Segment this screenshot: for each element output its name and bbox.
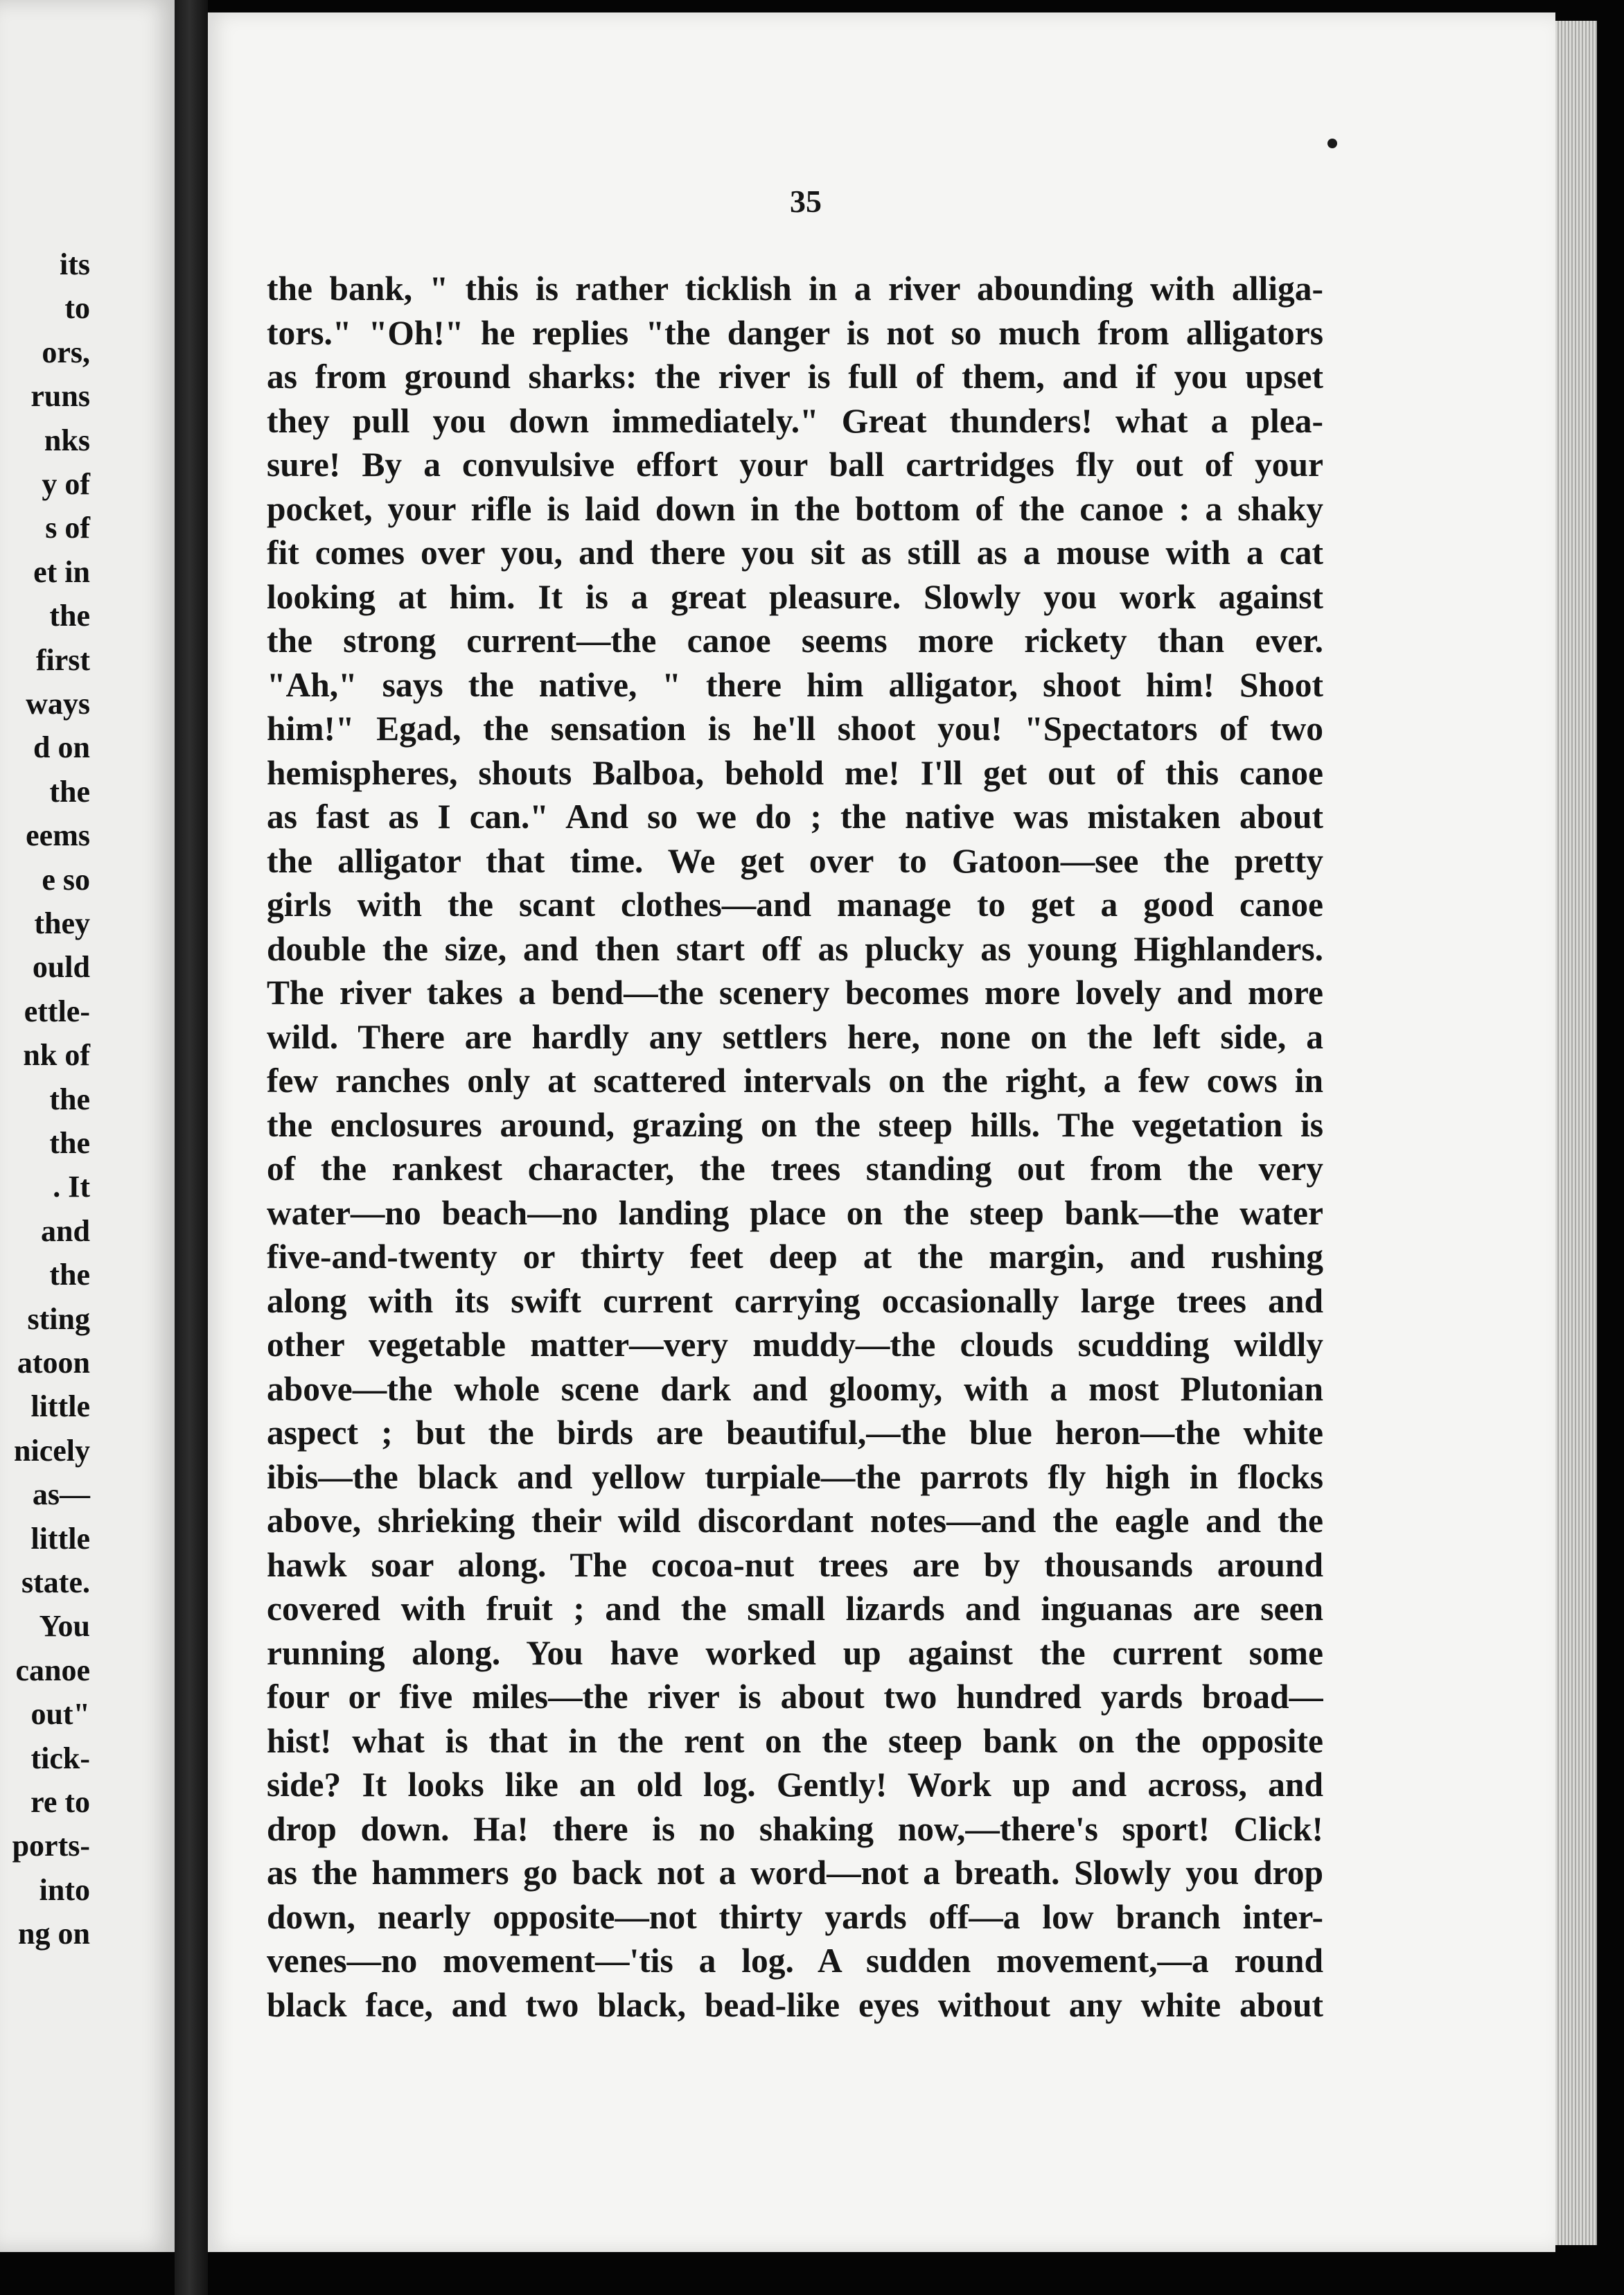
left-page-fragment: et in xyxy=(33,554,90,589)
text-line: double the size, and then start off as plucky as young Highlanders. xyxy=(267,929,1323,968)
left-page-fragment: You xyxy=(39,1609,90,1644)
left-page-fragment: re to xyxy=(30,1785,90,1819)
left-page-fragment: sting xyxy=(27,1301,90,1336)
text-line: running along. You have worked up against the current some xyxy=(267,1633,1323,1672)
left-page-fragment: they xyxy=(34,906,90,940)
left-page-fragment: ways xyxy=(26,687,90,721)
text-line: four or five miles—the river is about two hundred yards broad— xyxy=(267,1678,1323,1716)
left-page-fragment: as— xyxy=(32,1477,90,1512)
left-page-fragment: ettle- xyxy=(24,994,90,1028)
left-facing-page xyxy=(0,0,175,2252)
text-line: aspect ; but the birds are beautiful,—the blue heron—the white xyxy=(267,1414,1323,1452)
text-line: water—no beach—no landing place on the steep bank—the water xyxy=(267,1193,1323,1232)
left-page-fragment: and xyxy=(41,1213,90,1248)
text-line: girls with the scant clothes—and manage to get a good canoe xyxy=(267,886,1323,924)
text-line: wild. There are hardly any settlers here, none on the left side, a xyxy=(267,1017,1323,1056)
text-line: venes—no movement—'tis a log. A sudden movement,—a round xyxy=(267,1942,1323,1980)
left-page-fragment: s of xyxy=(45,511,90,545)
left-page-fragment: runs xyxy=(30,379,90,414)
text-line: they pull you down immediately." Great thunders! what a plea- xyxy=(267,401,1323,440)
text-line: covered with fruit ; and the small lizards and inguanas are seen xyxy=(267,1590,1323,1628)
text-line: the enclosures around, grazing on the steep hills. The vegetation is xyxy=(267,1105,1323,1144)
left-page-fragment: d on xyxy=(33,730,90,765)
text-line: above—the whole scene dark and gloomy, with a most Plutonian xyxy=(267,1369,1323,1408)
text-line: "Ah," says the native, " there him alligator, shoot him! Shoot xyxy=(267,665,1323,704)
text-line: few ranches only at scattered intervals on the right, a few cows in xyxy=(267,1062,1323,1100)
text-line: hemispheres, shouts Balboa, behold me! I'll get out of this canoe xyxy=(267,753,1323,792)
left-page-fragment: atoon xyxy=(17,1346,90,1380)
left-page-fragment: e so xyxy=(42,862,90,897)
left-page-fragment: the xyxy=(49,599,90,633)
left-page-fragment: into xyxy=(39,1872,90,1907)
left-page-fragment: nicely xyxy=(14,1433,90,1468)
left-page-fragment: nks xyxy=(44,423,90,457)
text-line: The river takes a bend—the scenery becomes more lovely and more xyxy=(267,974,1323,1012)
text-line: other vegetable matter—very muddy—the clouds scudding wildly xyxy=(267,1326,1323,1364)
text-line: as from ground sharks: the river is full of them, and if you upset xyxy=(267,358,1323,396)
text-line: the bank, " this is rather ticklish in a river abounding with alliga- xyxy=(267,270,1323,308)
left-page-fragment: ould xyxy=(32,950,90,985)
page-edges xyxy=(1555,21,1597,2245)
body-text xyxy=(267,267,1323,2027)
text-line: of the rankest character, the trees standing out from the very xyxy=(267,1150,1323,1188)
book-gutter xyxy=(175,0,208,2295)
left-page-fragment: the xyxy=(49,1082,90,1116)
text-line: five-and-twenty or thirty feet deep at the margin, and rushing xyxy=(267,1238,1323,1276)
left-page-fragment: state. xyxy=(21,1565,90,1599)
text-line: the strong current—the canoe seems more rickety than ever. xyxy=(267,622,1323,660)
left-page-fragment: the xyxy=(49,1126,90,1160)
left-page-fragment: ports- xyxy=(12,1829,90,1863)
text-line: fit comes over you, and there you sit as still as a mouse with a cat xyxy=(267,534,1323,572)
left-page-fragment: its xyxy=(60,247,90,281)
left-page-fragment: eems xyxy=(26,818,90,853)
text-line: sure! By a convulsive effort your ball cartridges fly out of your xyxy=(267,446,1323,484)
left-page-fragment: first xyxy=(35,642,90,677)
left-page-fragment: tick- xyxy=(30,1741,90,1775)
text-line: down, nearly opposite—not thirty yards off—a low branch inter- xyxy=(267,1897,1323,1936)
left-page-fragment: ng on xyxy=(18,1917,90,1951)
text-line: ibis—the black and yellow turpiale—the parrots fly high in flocks xyxy=(267,1457,1323,1496)
text-line: side? It looks like an old log. Gently! Work up and across, and xyxy=(267,1766,1323,1804)
left-page-fragment: . It xyxy=(53,1170,90,1204)
text-line: as the hammers go back not a word—not a breath. Slowly you drop xyxy=(267,1854,1323,1892)
left-page-fragment: ors, xyxy=(42,335,90,369)
text-line: hawk soar along. The cocoa-nut trees are by thousands around xyxy=(267,1545,1323,1584)
left-page-fragment: nk of xyxy=(23,1038,90,1073)
left-page-fragment: canoe xyxy=(15,1653,90,1687)
text-line: the alligator that time. We get over to Gatoon—see the pretty xyxy=(267,841,1323,880)
left-page-fragment: little xyxy=(30,1389,90,1424)
text-line: hist! what is that in the rent on the steep bank on the opposite xyxy=(267,1721,1323,1760)
ink-speck xyxy=(1327,139,1337,148)
left-page-fragment: to xyxy=(64,291,90,326)
left-page-fragment: the xyxy=(49,1258,90,1292)
text-line: above, shrieking their wild discordant notes—and the eagle and the xyxy=(267,1502,1323,1540)
left-page-fragment: the xyxy=(49,774,90,809)
text-line: looking at him. It is a great pleasure. Slowly you work against xyxy=(267,577,1323,616)
left-page-fragment: little xyxy=(30,1521,90,1556)
text-line: along with its swift current carrying occasionally large trees and xyxy=(267,1281,1323,1320)
text-line: drop down. Ha! there is no shaking now,—there's sport! Click! xyxy=(267,1809,1323,1848)
text-line: as fast as I can." And so we do ; the native was mistaken about xyxy=(267,798,1323,836)
left-page-fragment: out" xyxy=(30,1697,90,1732)
text-line: tors." "Oh!" he replies "the danger is not so much from alligators xyxy=(267,313,1323,352)
left-page-fragment: y of xyxy=(42,467,90,501)
text-line: black face, and two black, bead-like eyes without any white about xyxy=(267,1985,1323,2024)
text-line: pocket, your rifle is laid down in the bottom of the canoe : a shaky xyxy=(267,489,1323,528)
page-number: 35 xyxy=(790,184,822,219)
text-line: him!" Egad, the sensation is he'll shoot you! "Spectators of two xyxy=(267,710,1323,748)
